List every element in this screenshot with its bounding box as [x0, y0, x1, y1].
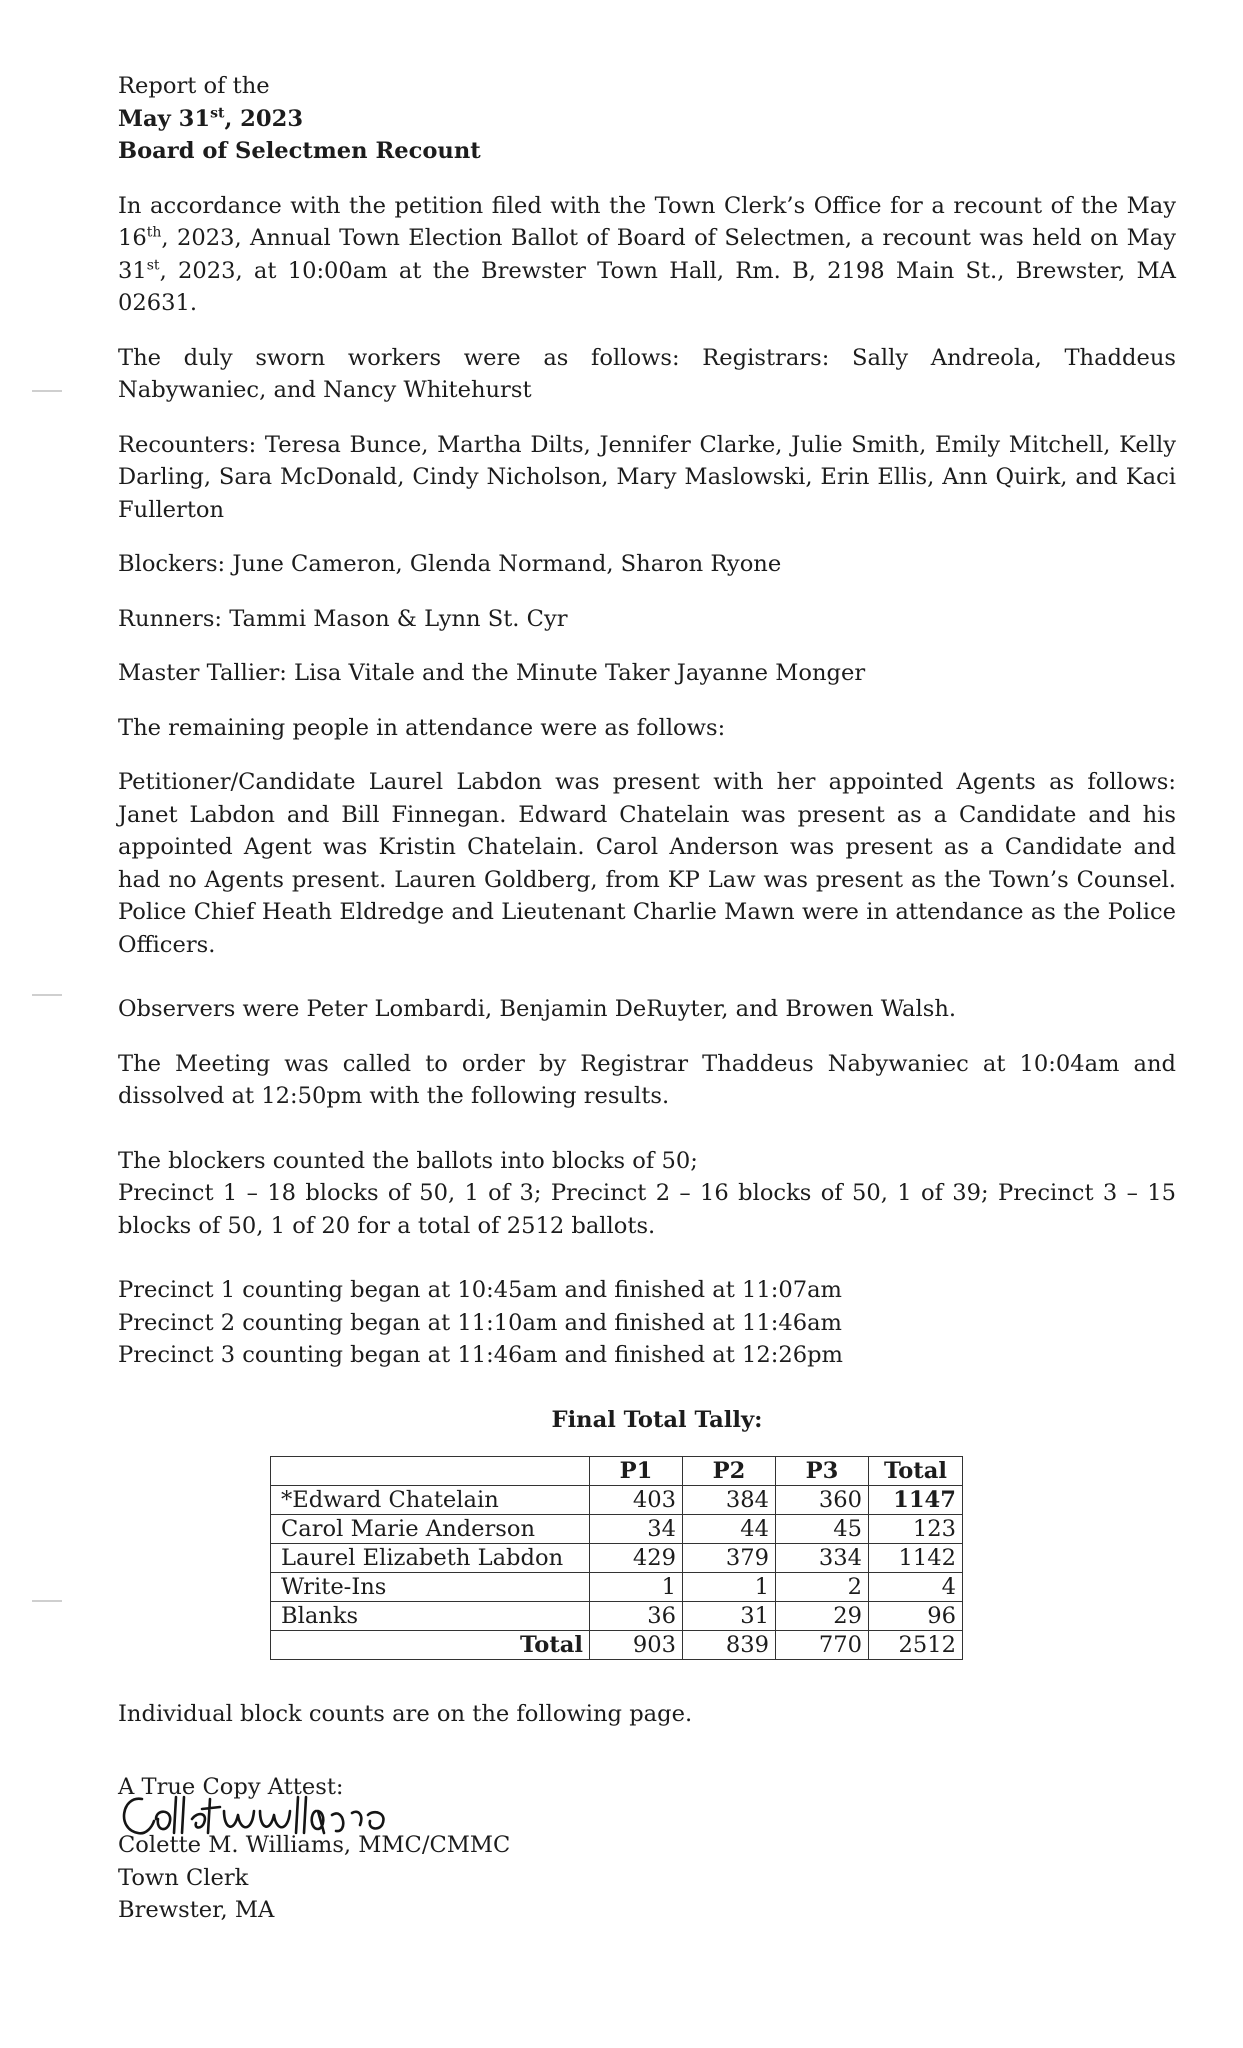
following-page-note: Individual block counts are on the following page. [118, 1701, 693, 1727]
candidate-name: Write-Ins [271, 1573, 590, 1602]
candidate-name: *Edward Chatelain [271, 1486, 590, 1515]
attest-label: A True Copy Attest: [118, 1773, 344, 1800]
blocks-detail-paragraph: Precinct 1 – 18 blocks of 50, 1 of 3; Precinct 2 – 16 blocks of 50, 1 of 39; Precinct 3 – 15 blocks of 50, 1 of 20 for a total of 2512 ballots. [118, 1180, 1176, 1239]
table-header-blank [271, 1457, 590, 1486]
row-total: 1142 [869, 1544, 963, 1573]
table-row [271, 1515, 963, 1544]
scan-edge-mark [32, 994, 62, 996]
p3-total: 770 [776, 1631, 869, 1660]
p2-count: 44 [683, 1515, 776, 1544]
table-row [271, 1544, 963, 1573]
table-header-p1: P1 [590, 1457, 683, 1486]
candidate-name: Carol Marie Anderson [271, 1515, 590, 1544]
meeting-paragraph: The Meeting was called to order by Registrar Thaddeus Nabywaniec at 10:04am and dissolved at 12:50pm with the following results. [118, 1050, 1176, 1109]
row-total: 123 [869, 1515, 963, 1544]
table-row [271, 1573, 963, 1602]
master-tallier-line: Master Tallier: Lisa Vitale and the Minute Taker Jayanne Monger [118, 660, 866, 686]
p2-count: 31 [683, 1602, 776, 1631]
p3-count: 29 [776, 1602, 869, 1631]
p1-count: 34 [590, 1515, 683, 1544]
report-heading: Report of the [118, 73, 270, 99]
table-row [271, 1602, 963, 1631]
workers-paragraph: The duly sworn workers were as follows: Registrars: Sally Andreola, Thaddeus Nabywaniec, and Nancy Whitehurst [118, 344, 1176, 403]
p1-total: 903 [590, 1631, 683, 1660]
candidate-name: Laurel Elizabeth Labdon [271, 1544, 590, 1573]
p1-count: 36 [590, 1602, 683, 1631]
report-subtitle: Board of Selectmen Recount [118, 138, 481, 164]
blockers-line: Blockers: June Cameron, Glenda Normand, Sharon Ryone [118, 551, 782, 577]
counting-line: Precinct 1 counting began at 10:45am and finished at 11:07am [118, 1277, 842, 1303]
remaining-attendance-line: The remaining people in attendance were as follows: [118, 714, 726, 741]
candidate-name: Blanks [271, 1602, 590, 1631]
clerk-name: Colette M. Williams, MMC/CMMC [118, 1832, 511, 1858]
p1-count: 429 [590, 1544, 683, 1573]
intro-paragraph: In accordance with the petition filed with the Town Clerk’s Office for a recount of the May 16th, 2023, Annual Town Election Ballot of Board of Selectmen, a recount was held on May 31st, 2023, at 10:00am at the Brewster Town Hall, Rm. B, 2198 Main St., Brewster, MA 02631. [118, 192, 1176, 316]
table-header-p2: P2 [683, 1457, 776, 1486]
p3-count: 360 [776, 1486, 869, 1515]
p1-count: 1 [590, 1573, 683, 1602]
clerk-title: Town Clerk [118, 1864, 249, 1891]
report-header [118, 70, 1176, 168]
scan-edge-mark [32, 390, 62, 392]
table-total-row [271, 1631, 963, 1660]
p3-count: 2 [776, 1573, 869, 1602]
row-total: 1147 [869, 1486, 963, 1515]
p2-count: 1 [683, 1573, 776, 1602]
total-label: Total [271, 1631, 590, 1660]
counting-line: Precinct 2 counting began at 11:10am and finished at 11:46am [118, 1309, 842, 1336]
p2-total: 839 [683, 1631, 776, 1660]
table-header-p3: P3 [776, 1457, 869, 1486]
p1-count: 403 [590, 1486, 683, 1515]
p2-count: 379 [683, 1544, 776, 1573]
counting-line: Precinct 3 counting began at 11:46am and finished at 12:26pm [118, 1342, 843, 1368]
runners-line: Runners: Tammi Mason & Lynn St. Cyr [118, 605, 568, 632]
table-header-total: Total [869, 1457, 963, 1486]
handwritten-signature [112, 1789, 492, 1855]
report-date: May 31st, 2023 [118, 104, 304, 132]
row-total: 96 [869, 1602, 963, 1631]
p3-count: 45 [776, 1515, 869, 1544]
recounters-paragraph: Recounters: Teresa Bunce, Martha Dilts, Jennifer Clarke, Julie Smith, Emily Mitchell, Kelly Darling, Sara McDonald, Cindy Nicholson, Mary Maslowski, Erin Ellis, Ann Quirk, and Kaci Fullerton [118, 431, 1176, 523]
document-page [118, 70, 1176, 1927]
table-header-row [271, 1457, 963, 1486]
clerk-location: Brewster, MA [118, 1897, 275, 1923]
attestation-block [118, 1771, 1176, 1927]
p2-count: 384 [683, 1486, 776, 1515]
counting-times [118, 1274, 1176, 1372]
table-row [271, 1486, 963, 1515]
final-tally-table [270, 1456, 963, 1660]
scan-edge-mark [32, 1600, 62, 1602]
blocks-intro-line: The blockers counted the ballots into blocks of 50; [118, 1147, 698, 1174]
tally-title: Final Total Tally: [551, 1406, 763, 1433]
petitioner-paragraph: Petitioner/Candidate Laurel Labdon was present with her appointed Agents as follows: Janet Labdon and Bill Finnegan. Edward Chatelain was present as a Candidate and his appointed Agent was Kristin Chatelain. Carol Anderson was present as a Candidate and had no Agents present. Lauren Goldberg, from KP Law was present as the Town’s Counsel. Police Chief Heath Eldredge and Lieutenant Charlie Mawn were in attendance as the Police Officers. [118, 769, 1176, 958]
p3-count: 334 [776, 1544, 869, 1573]
row-total: 4 [869, 1573, 963, 1602]
grand-total: 2512 [869, 1631, 963, 1660]
observers-line: Observers were Peter Lombardi, Benjamin DeRuyter, and Browen Walsh. [118, 996, 957, 1022]
